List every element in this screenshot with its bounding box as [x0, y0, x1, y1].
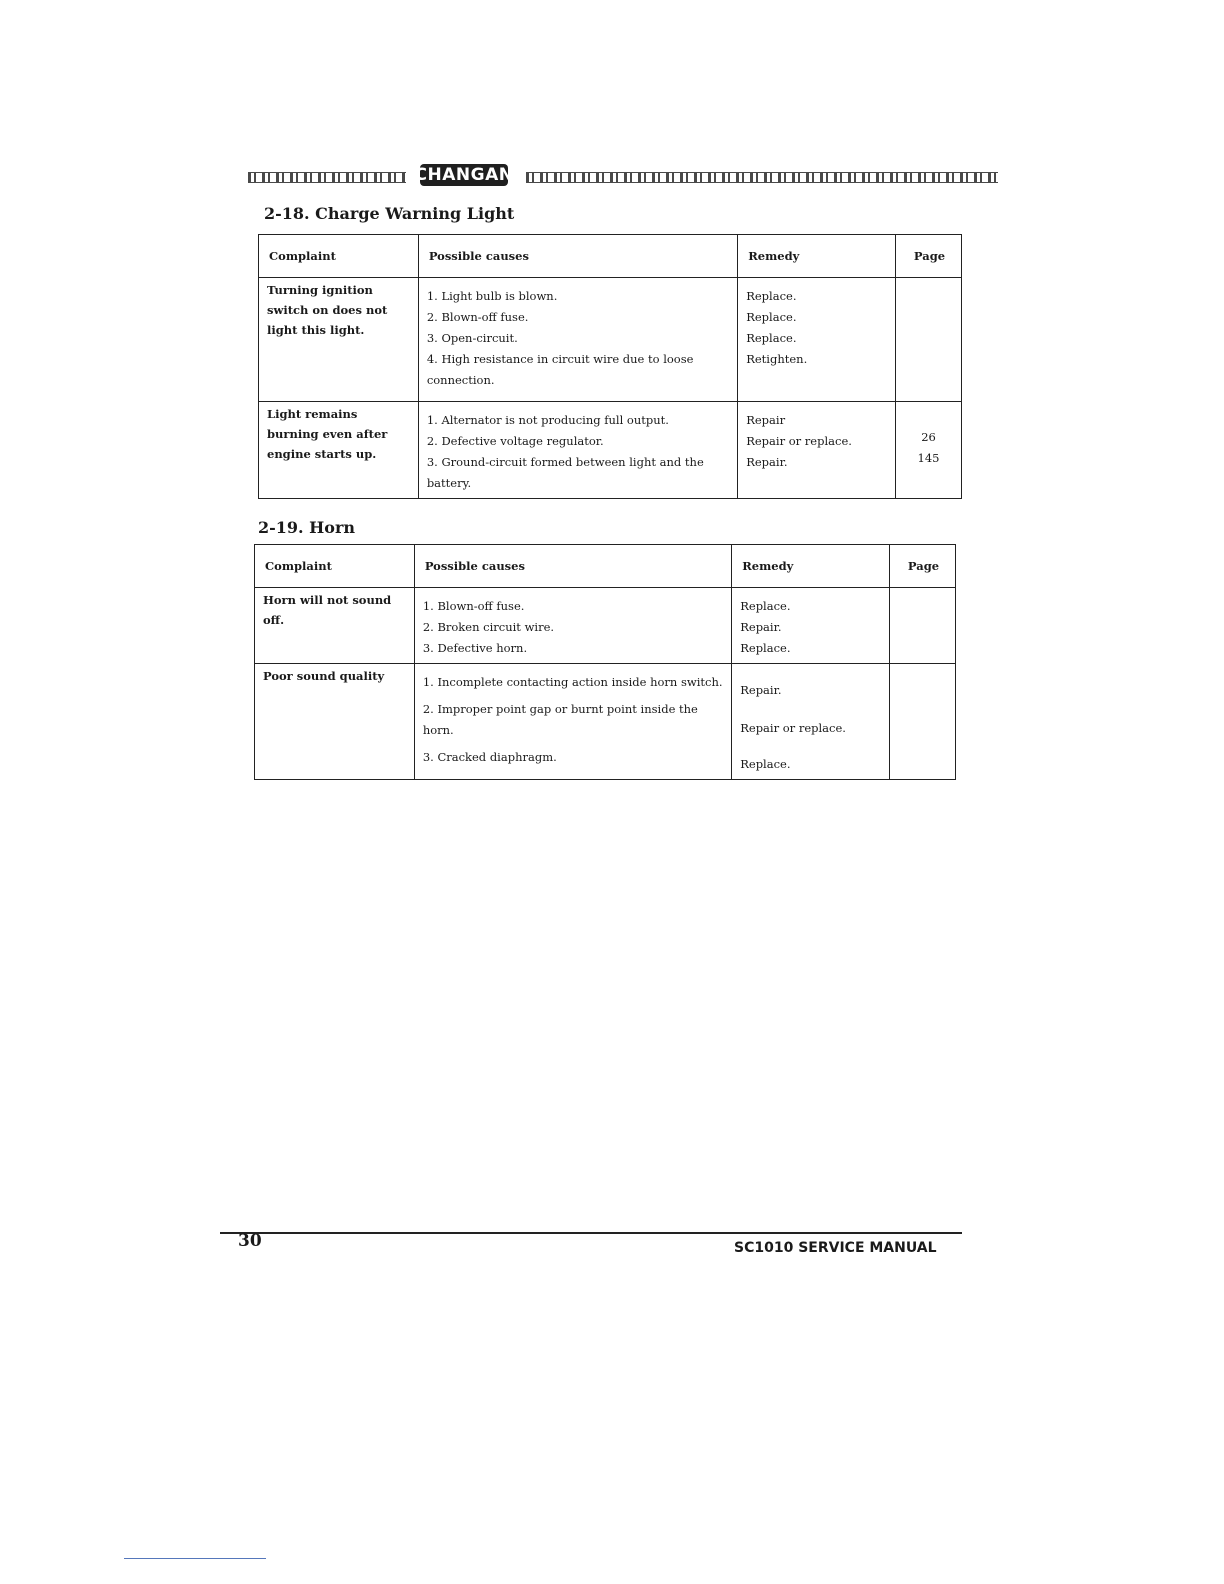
column-header-causes: Possible causes	[414, 545, 731, 588]
table-header-row	[255, 545, 956, 588]
causes-cell	[414, 588, 731, 664]
cause-item: 3. Ground-circuit formed between light and the battery.	[426, 455, 704, 490]
remedy-cell	[738, 402, 896, 499]
page-cell	[890, 664, 956, 780]
causes-cell	[418, 402, 737, 499]
header-band	[248, 164, 998, 188]
remedy-item: Replace.	[746, 331, 797, 345]
page-cell	[890, 588, 956, 664]
cause-item: 1. Blown-off fuse.	[422, 599, 525, 613]
page-cell	[896, 402, 962, 499]
table-row	[259, 402, 962, 499]
remedy-cell	[738, 278, 896, 402]
manual-title: SC1010 SERVICE MANUAL	[734, 1240, 937, 1256]
page-ref: 145	[917, 451, 940, 465]
cause-item: 1. Light bulb is blown.	[426, 289, 558, 303]
remedy-cell	[732, 588, 890, 664]
cause-item: 3. Open-circuit.	[426, 331, 518, 345]
remedy-item: Replace.	[746, 310, 797, 324]
footnote-rule	[124, 1558, 266, 1559]
ornament-border-left	[248, 172, 406, 183]
cause-item: 2. Broken circuit wire.	[422, 620, 555, 634]
column-header-remedy: Remedy	[732, 545, 890, 588]
remedy-item: Replace.	[740, 599, 791, 613]
remedy-item: Repair.	[746, 455, 788, 469]
cause-item: 4. High resistance in circuit wire due to loose connection.	[426, 352, 694, 387]
table-header-row	[259, 235, 962, 278]
table-row	[259, 278, 962, 402]
column-header-page: Page	[890, 545, 956, 588]
page-number: 30	[238, 1231, 262, 1251]
causes-cell	[418, 278, 737, 402]
complaint-cell: Poor sound quality	[255, 664, 415, 780]
charge-warning-light-table	[258, 234, 962, 499]
remedy-cell	[732, 664, 890, 780]
remedy-item: Repair.	[740, 620, 782, 634]
column-header-complaint: Complaint	[259, 235, 419, 278]
table-row	[255, 664, 956, 780]
cause-item: 2. Improper point gap or burnt point inside the horn.	[422, 702, 698, 737]
remedy-item: Replace.	[740, 641, 791, 655]
remedy-item: Repair or replace.	[740, 721, 846, 735]
page-ref: 26	[921, 430, 936, 444]
remedy-item: Repair or replace.	[746, 434, 852, 448]
column-header-remedy: Remedy	[738, 235, 896, 278]
footer-rule	[220, 1232, 962, 1234]
horn-table	[254, 544, 956, 780]
remedy-item: Repair	[746, 413, 786, 427]
column-header-complaint: Complaint	[255, 545, 415, 588]
page-cell	[896, 278, 962, 402]
complaint-cell: Light remains burning even after engine starts up.	[259, 402, 419, 499]
section-title-charge-warning-light: 2-18. Charge Warning Light	[264, 204, 515, 223]
cause-item: 1. Alternator is not producing full output.	[426, 413, 669, 427]
causes-cell	[414, 664, 731, 780]
remedy-item: Replace.	[746, 289, 797, 303]
table-row	[255, 588, 956, 664]
ornament-border-right	[526, 172, 998, 183]
section-title-horn: 2-19. Horn	[258, 518, 356, 537]
cause-item: 3. Cracked diaphragm.	[422, 750, 557, 764]
changan-logo: CHANGAN	[414, 165, 514, 185]
complaint-cell: Horn will not sound off.	[255, 588, 415, 664]
column-header-page: Page	[896, 235, 962, 278]
cause-item: 1. Incomplete contacting action inside horn switch.	[422, 675, 723, 689]
cause-item: 3. Defective horn.	[422, 641, 528, 655]
remedy-item: Repair.	[740, 683, 782, 697]
column-header-causes: Possible causes	[418, 235, 737, 278]
cause-item: 2. Blown-off fuse.	[426, 310, 529, 324]
cause-item: 2. Defective voltage regulator.	[426, 434, 604, 448]
remedy-item: Replace.	[740, 757, 791, 771]
remedy-item: Retighten.	[746, 352, 808, 366]
complaint-cell: Turning ignition switch on does not light this light.	[259, 278, 419, 402]
